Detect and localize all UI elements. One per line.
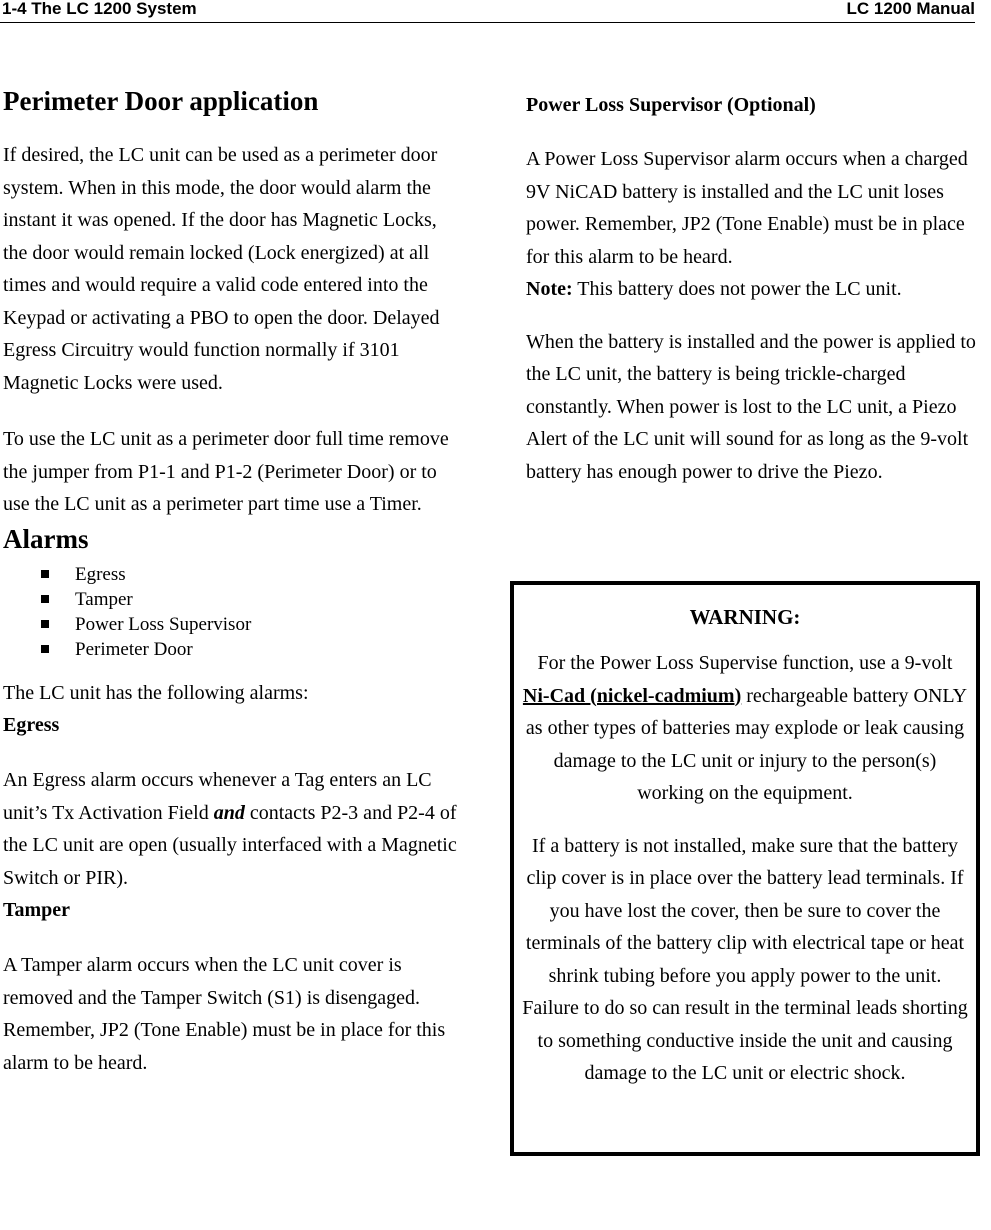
note-label: Note: — [526, 278, 573, 300]
square-bullet-icon — [41, 595, 49, 603]
right-column — [526, 91, 976, 488]
note-text: This battery does not power the LC unit. — [572, 278, 902, 300]
alarm-list — [3, 562, 458, 663]
list-item — [3, 562, 458, 587]
tamper-paragraph: A Tamper alarm occurs when the LC unit cover is removed and the Tamper Switch (S1) is disengaged. Remember, JP2 (Tone Enable) must be in place for this alarm to be heard. — [3, 954, 446, 1074]
square-bullet-icon — [41, 570, 49, 578]
square-bullet-icon — [41, 645, 49, 653]
power-loss-supervisor-heading: Power Loss Supervisor (Optional) — [526, 94, 816, 116]
perimeter-door-paragraph-1: If desired, the LC unit can be used as a perimeter door system. When in this mode, the door would alarm the instant it was opened. If the door has Magnetic Locks, the door would remain locked (Lock energized) at all times and would require a valid code entered into the Keypad or activating a PBO to open the door. Delayed Egress Circuitry would function normally if 3101 Magnetic Locks were used. — [3, 144, 440, 394]
warning-paragraph-2: If a battery is not installed, make sure that the battery clip cover is in place over the battery lead terminals. If you have lost the cover, then be sure to cover the terminals of the battery clip with electrical tape or heat shrink tubing before you apply power to the unit. Failure to do so can result in the terminal leads shorting to something conductive inside the unit and causing damage to the LC unit or electric shock. — [522, 834, 968, 1084]
ni-cad-emphasis: Ni-Cad (nickel-cadmium) — [522, 684, 742, 707]
warning-title: WARNING: — [689, 605, 801, 629]
header-manual-title: LC 1200 Manual — [846, 0, 975, 18]
list-item-label: Tamper — [75, 588, 133, 610]
list-item — [3, 587, 458, 612]
list-item-label: Power Loss Supervisor — [75, 614, 252, 636]
power-loss-paragraph-1: A Power Loss Supervisor alarm occurs when a charged 9V NiCAD battery is installed and the LC unit loses power. Remember, JP2 (Tone Enable) must be in place for this alarm to be heard. Note: This battery does not power the LC unit. — [526, 148, 968, 300]
tamper-heading: Tamper — [3, 899, 71, 922]
list-item-label: Egress — [75, 563, 126, 585]
square-bullet-icon — [41, 620, 49, 628]
page-header — [0, 0, 975, 23]
header-section-title: 1-4 The LC 1200 System — [2, 0, 197, 18]
alarms-heading: Alarms — [3, 523, 89, 554]
power-loss-paragraph-2: When the battery is installed and the power is applied to the LC unit, the battery is being trickle-charged constantly. When power is lost to the LC unit, a Piezo Alert of the LC unit will sound for as long as the 9-volt battery has enough power to drive the Piezo. — [526, 330, 976, 483]
left-column — [3, 83, 458, 1079]
perimeter-door-paragraph-2: To use the LC unit as a perimeter door full time remove the jumper from P1-1 and P1-2 (Perimeter Door) or to use the LC unit as a perimeter part time use a Timer. — [3, 428, 449, 515]
list-item — [3, 612, 458, 637]
warning-paragraph-1: For the Power Loss Supervise function, use a 9-volt Ni-Cad (nickel-cadmium) rechargeable battery ONLY as other types of batteries may explode or leak causing damage to the LC unit or injury to the person(s) working on the equipment. — [522, 652, 968, 804]
perimeter-door-heading: Perimeter Door application — [3, 86, 319, 116]
list-item-label: Perimeter Door — [75, 639, 193, 661]
list-item — [3, 637, 458, 662]
warning-box — [510, 581, 980, 1156]
egress-paragraph: An Egress alarm occurs whenever a Tag enters an LC unit’s Tx Activation Field and contacts P2-3 and P2-4 of the LC unit are open (usually interfaced with a Magnetic Switch or PIR). — [3, 769, 457, 889]
egress-heading: Egress — [3, 714, 60, 737]
alarms-intro: The LC unit has the following alarms: — [3, 681, 309, 704]
